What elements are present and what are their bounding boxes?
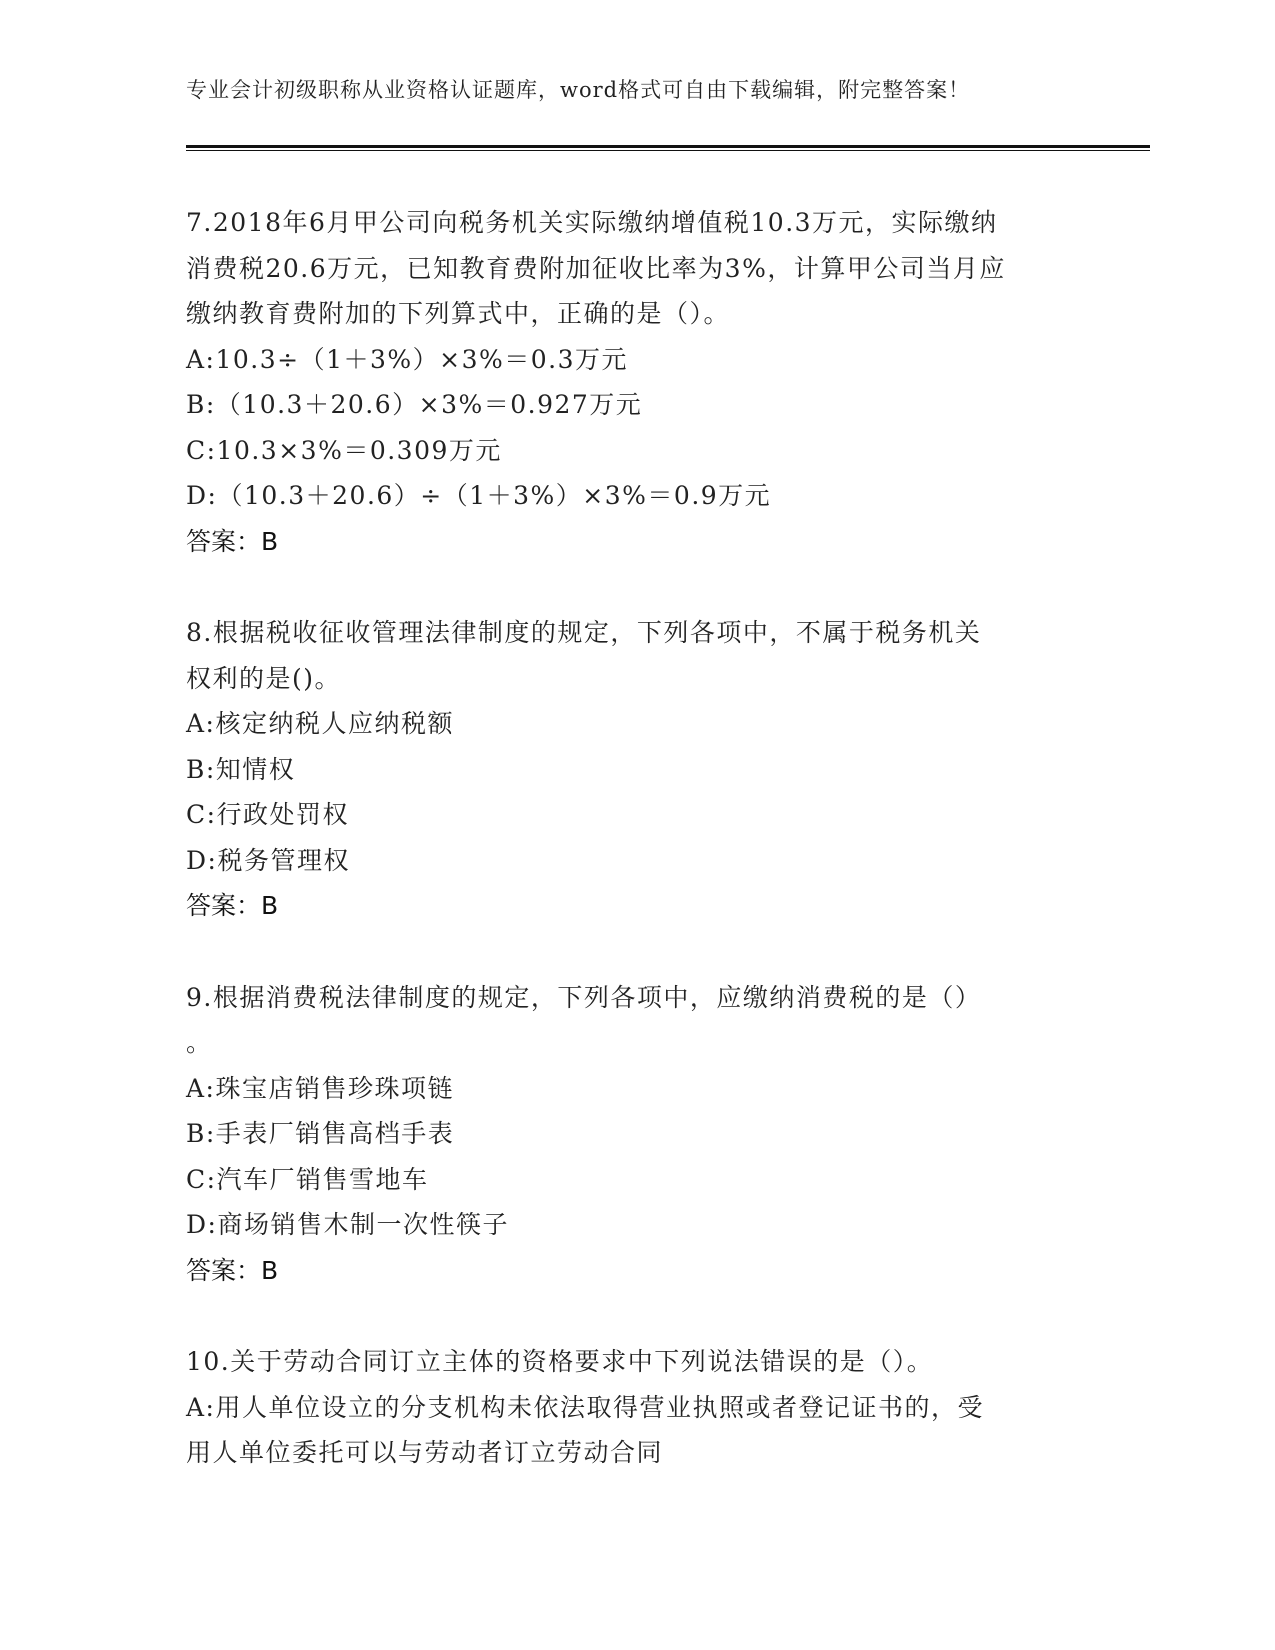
option-a-continued: 用人单位委托可以与劳动者订立劳动合同: [186, 1438, 664, 1467]
question-stem-line: 缴纳教育费附加的下列算式中，正确的是（）。: [186, 299, 731, 328]
option-b: B:手表厂销售高档手表: [186, 1119, 455, 1148]
question-10: [186, 1339, 1086, 1476]
option-b: B:知情权: [186, 754, 296, 784]
option-a: A:核定纳税人应纳税额: [186, 709, 454, 738]
question-stem-line: 7.2018年6月甲公司向税务机关实际缴纳增值税10.3万元，实际缴纳: [186, 208, 998, 237]
option-c: C:10.3×3%＝0.309万元: [186, 435, 502, 465]
question-stem-line: 10.关于劳动合同订立主体的资格要求中下列说法错误的是（）。: [186, 1347, 934, 1376]
option-a: A:珠宝店销售珍珠项链: [186, 1073, 454, 1103]
question-9: [186, 975, 1086, 1294]
option-b: B:（10.3＋20.6）×3%＝0.927万元: [186, 390, 643, 419]
header-divider: [186, 145, 1150, 148]
option-d: D:商场销售木制一次性筷子: [186, 1210, 509, 1239]
option-d: D:（10.3＋20.6）÷（1＋3%）×3%＝0.9万元: [186, 481, 772, 510]
header-divider-thin: [186, 150, 1150, 151]
question-stem-line: 消费税20.6万元，已知教育费附加征收比率为3%，计算甲公司当月应: [186, 253, 1006, 283]
question-8: [186, 610, 1086, 929]
question-stem-line: 权利的是()。: [186, 663, 342, 693]
option-a: A:用人单位设立的分支机构未依法取得营业执照或者登记证书的，受: [186, 1392, 984, 1422]
option-c: C:汽车厂销售雪地车: [186, 1164, 429, 1194]
answer-label: 答案：B: [186, 526, 279, 556]
option-c: C:行政处罚权: [186, 800, 350, 829]
answer-label: 答案：B: [186, 1255, 279, 1285]
question-stem-line: 8.根据税收征收管理法律制度的规定，下列各项中，不属于税务机关: [186, 618, 982, 647]
page-header: 专业会计初级职称从业资格认证题库，word格式可自由下载编辑，附完整答案！: [186, 78, 971, 102]
answer-label: 答案：B: [186, 891, 279, 920]
question-7: [186, 200, 1086, 564]
option-d: D:税务管理权: [186, 845, 350, 875]
question-stem-line: 。: [186, 1028, 213, 1057]
option-a: A:10.3÷（1＋3%）×3%＝0.3万元: [186, 344, 629, 374]
question-stem-line: 9.根据消费税法律制度的规定，下列各项中，应缴纳消费税的是（）: [186, 982, 982, 1012]
question-list: [186, 200, 1086, 1522]
